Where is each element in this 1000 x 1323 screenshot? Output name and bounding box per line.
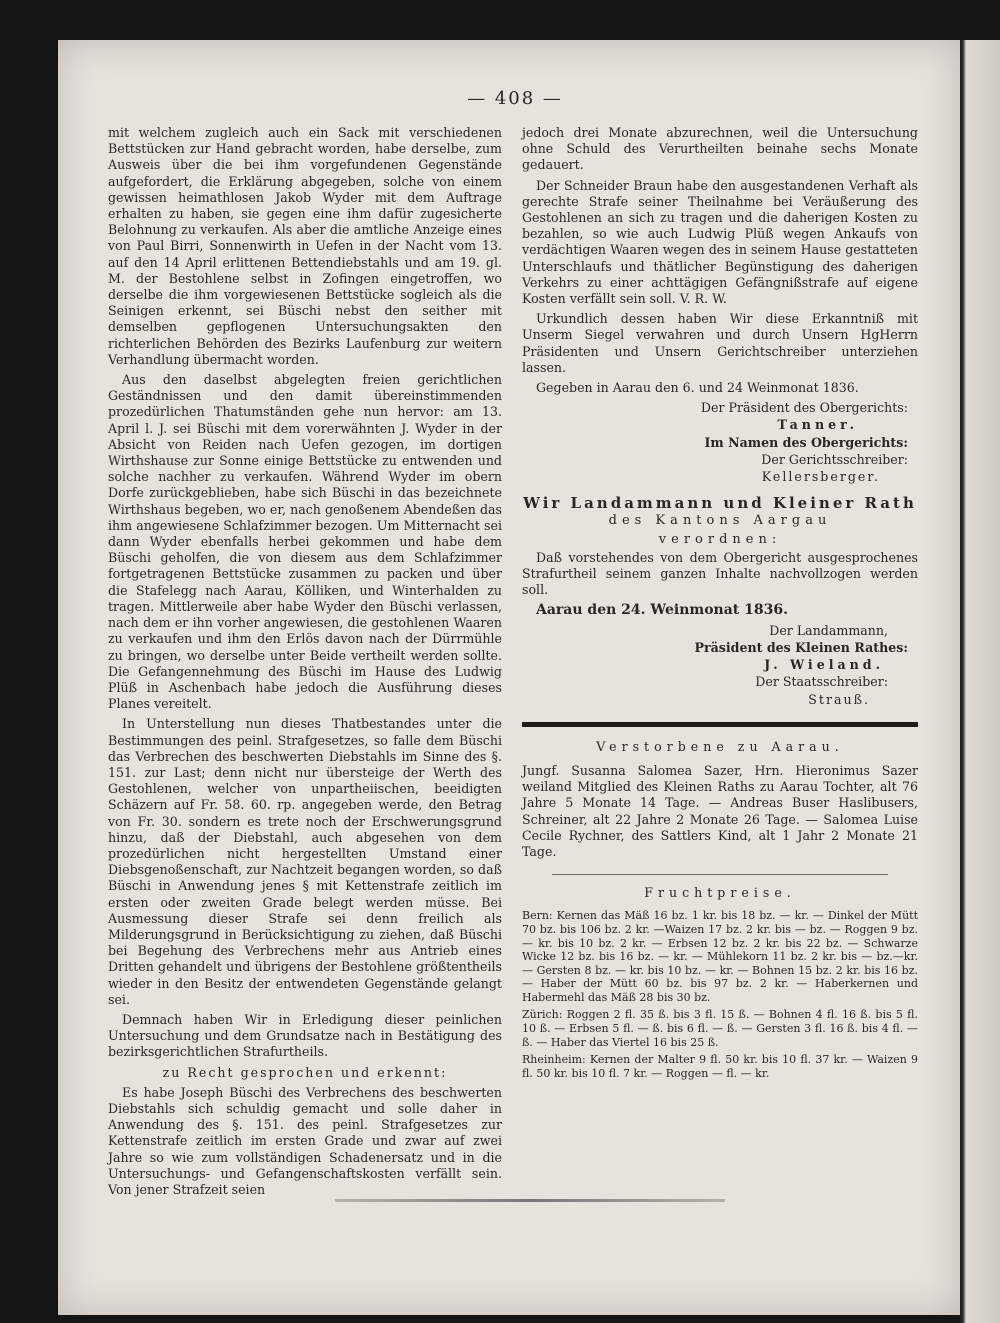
signature-president-title: Der Präsident des Obergerichts: xyxy=(700,400,908,416)
prices-heading: Fruchtpreise. xyxy=(644,885,796,901)
signature-clerk-title: Der Gerichtsschreiber: xyxy=(761,451,908,467)
verdict-heading: zu Recht gesprochen und erkennt: xyxy=(162,1064,448,1080)
signature-kellersberger: Kellersberger. xyxy=(761,469,880,485)
decree-verb: verordnen: xyxy=(658,531,782,547)
deaths-heading: Verstorbene zu Aarau. xyxy=(596,738,844,754)
section-divider-thin xyxy=(552,874,888,875)
signature-wieland: J. Wieland. xyxy=(764,657,884,673)
prices-zuerich: Zürich: Roggen 2 fl. 35 ß. bis 3 fl. 15 ß. — Bohnen 4 fl. 16 ß. bis 5 fl. 10 ß. — Erbsen 5 fl. — ß. bis 6 fl. — ß. — Gersten 3 fl. 16 ß. bis 4 fl. — ß. — Haber das Viertel 16 bis 25 ß. xyxy=(522,1008,918,1049)
section-divider-thick xyxy=(522,722,918,727)
decree-date: Aarau den 24. Weinmonat 1836. xyxy=(536,602,788,619)
prices-bern: Bern: Kernen das Mäß 16 bz. 1 kr. bis 18 bz. — kr. — Dinkel der Mütt 70 bz. bis 106 bz. 2 kr. —Waizen 17 bz. 2 kr. bis — bz. — Roggen 9 bz. — kr. bis 10 bz. 2 kr. — Erbsen 12 bz. 2 kr. bis 22 bz. — Schwarze Wicke 12 bz. bis 16 bz. — kr. — Mühlekorn 11 bz. 2 kr. bis — bz.—kr. — Gersten 8 bz. — kr. bis 10 bz. — kr. — Bohnen 15 bz. 2 kr. bis 16 bz. — Haber der Mütt 60 bz. bis 97 bz. 2 kr. — Haberkernen und Habermehl das Mäß 28 bis 30 bz. xyxy=(522,909,918,1004)
right-paragraph-3: Urkundlich dessen haben Wir diese Erkanntniß mit Unserm Siegel verwahren und durch Unsern HgHerrn Präsidenten und Unsern Gerichtschreiber unterziehen lassen. xyxy=(522,311,918,375)
page-number: — 408 — xyxy=(467,88,563,109)
verdict-text: Es habe Joseph Büschi des Verbrechens des beschwerten Diebstahls sich schuldig gemacht und solle daher in Anwendung des §. 151. des peinl. Strafgesetzes zur Kettenstrafe zeitlich im ersten Grade und zwar auf zwei Jahre so wie zum vollständigen Schadenersatz und in die Untersuchungs- und Gefangenschaftskosten verfällt sein. Von jener Strafzeit seien xyxy=(108,1084,502,1197)
next-page-edge xyxy=(960,40,1000,1323)
signature-in-name: Im Namen des Obergerichts: xyxy=(704,434,908,450)
decree-text: Daß vorstehendes von dem Obergericht ausgesprochenes Strafurtheil seinem ganzen Inhalte nachvollzogen werden soll. xyxy=(522,549,918,598)
signature-tanner: Tanner. xyxy=(777,417,858,433)
right-paragraph-1: jedoch drei Monate abzurechnen, weil die Untersuchung ohne Schuld des Verurtheilten beinahe sechs Monate gedauert. xyxy=(522,125,918,173)
right-column xyxy=(522,125,918,1084)
signature-strauss: Strauß. xyxy=(808,691,870,707)
right-paragraph-2: Der Schneider Braun habe den ausgestandenen Verhaft als gerechte Strafe seiner Theilnahme bei Veräußerung des Gestohlenen an sich zu tragen und die daherigen Kosten zu bezahlen, so wie auch Ludwig Plüß wegen Ankaufs von verdächtigen Waaren wegen des in seinem Hause gestatteten Unterschlaufs und thätlicher Begünstigung des daherigen Verkehrs zu einer achttägigen Gefängnißstrafe auf eigene Kosten verfällt sein soll. V. R. W. xyxy=(522,177,918,307)
decree-heading: Wir Landammann und Kleiner Rath xyxy=(523,494,917,513)
deaths-text: Jungf. Susanna Salomea Sazer, Hrn. Hieronimus Sazer weiland Mitglied des Kleinen Raths zu Aarau Tochter, alt 76 Jahre 5 Monate 14 Tage. — Andreas Buser Haslibusers, Schreiner, alt 22 Jahre 2 Monate 26 Tage. — Salomea Luise Cecile Rychner, des Sattlers Kind, alt 1 Jahr 2 Monate 21 Tage. xyxy=(522,762,918,859)
prices-rheinheim: Rheinheim: Kernen der Malter 9 fl. 50 kr. bis 10 fl. 37 kr. — Waizen 9 fl. 50 kr. bis 10 fl. 7 kr. — Roggen — fl. — kr. xyxy=(522,1053,918,1080)
left-paragraph-4: Demnach haben Wir in Erledigung dieser peinlichen Untersuchung und dem Grundsatze nach in Bestätigung des bezirksgerichtlichen Strafurtheils. xyxy=(108,1011,502,1060)
signature-landammann-title: Der Landammann, xyxy=(769,622,888,638)
signature-secretary-title: Der Staatsschreiber: xyxy=(755,674,888,690)
left-paragraph-1: mit welchem zugleich auch ein Sack mit verschiedenen Bettstücken zur Hand gebracht worden, habe derselbe, zum Ausweis über die bei ihm vorgefundenen Gegenstände aufgefordert, die Erklärung abgegeben, solche von einem gewissen heimathlosen Jakob Wyder mit dem Auftrage erhalten zu haben, sie gegen eine ihm dafür zugesicherte Belohnung zu verkaufen. Als aber die amtliche Anzeige eines von Paul Birri, Sonnenwirth in Uefen in der Nacht vom 13. auf den 14 April erlittenen Bettendiebstahls und am 19. gl. M. der Bestohlene selbst in Zofingen eingetroffen, wo derselbe die ihm vorgewiesenen Bettstücke sogleich als die Seinigen erkennt, sei Büschi nebst den seither mit demselben gepflogenen Untersuchungsakten den richterlichen Behörden des Bezirks Laufenburg zur weitern Verhandlung übermacht worden. xyxy=(108,125,502,367)
footer-rule xyxy=(335,1199,725,1202)
given-date: Gegeben in Aarau den 6. und 24 Weinmonat 1836. xyxy=(536,380,859,396)
left-paragraph-3: In Unterstellung nun dieses Thatbestandes unter die Bestimmungen des peinl. Strafgesetzes, so falle dem Büschi das Verbrechen des beschwerten Diebstahls im Sinne des §. 151. zur Last; denn nicht nur übersteige der Werth des Gestohlenen, welcher von unpartheiischen, beeidigten Schäzern auf Fr. 58. 60. rp. angegeben werde, den Betrag von Fr. 30. sondern es trete noch der Erschwerungsgrund hinzu, daß der Diebstahl, auch abgesehen von dem prozedürlichen nicht hergestellten Umstand einer Diebsgenoßenschaft, zur Nachtzeit begangen worden, so daß Büschi in Anwendung jenes § mit Kettenstrafe zeitlich im ersten oder zweiten Grade belegt werden müsse. Bei Ausmessung dieser Strafe sei denn freilich als Milderungsgrund in Berücksichtigung zu ziehen, daß Büschi bei Begehung des Verbrechens mehr aus Antrieb eines Dritten gehandelt und übrigens der Bestohlene größtentheils wieder in den Besitz der entwendeten Gegenstände gelangt sei. xyxy=(108,716,502,1007)
left-column xyxy=(108,125,502,1202)
decree-subheading: des Kantons Aargau xyxy=(608,513,832,529)
left-paragraph-2: Aus den daselbst abgelegten freien gerichtlichen Geständnissen und den damit übereinstimmenden prozedürlichen Thatumständen gehe nun hervor: am 13. April l. J. sei Büschi mit dem vorerwähnten J. Wyder in der Absicht von Reiden nach Uefen gezogen, im dortigen Wirthshause zur Sonne einige Bettstücke zu entwenden und solche nachher zu verkaufen. Während Wyder im obern Dorfe zurückgeblieben, habe sich Büschi in das bezeichnete Wirthshaus begeben, wo er, nach genoßenem Abendeßen das ihm angewiesene Schlafzimmer bezogen. Um Mitternacht sei dann Wyder ebenfalls herbei gekommen und habe dem Büschi geholfen, die von diesem aus dem Schlafzimmer fortgetragenen Bettstücke zusammen zu packen und über die Stafelegg nach Aarau, Kölliken, und Winterhalden zu tragen. Mittlerweile aber habe Wyder den Büschi verlassen, nach dem er ihn vorher angewiesen, die gestohlenen Waaren zu verkaufen und ihm den Erlös davon nach der Dürrmühle zu bringen, wo derselbe unter Beide vertheilt werden sollte. Die Gefangennehmung des Büschi im Hause des Ludwig Plüß in Aschenbach habe jedoch die Ausführung dieses Planes vereitelt. xyxy=(108,372,502,712)
signature-president-council: Präsident des Kleinen Rathes: xyxy=(694,639,908,655)
prices-block xyxy=(522,909,918,1080)
